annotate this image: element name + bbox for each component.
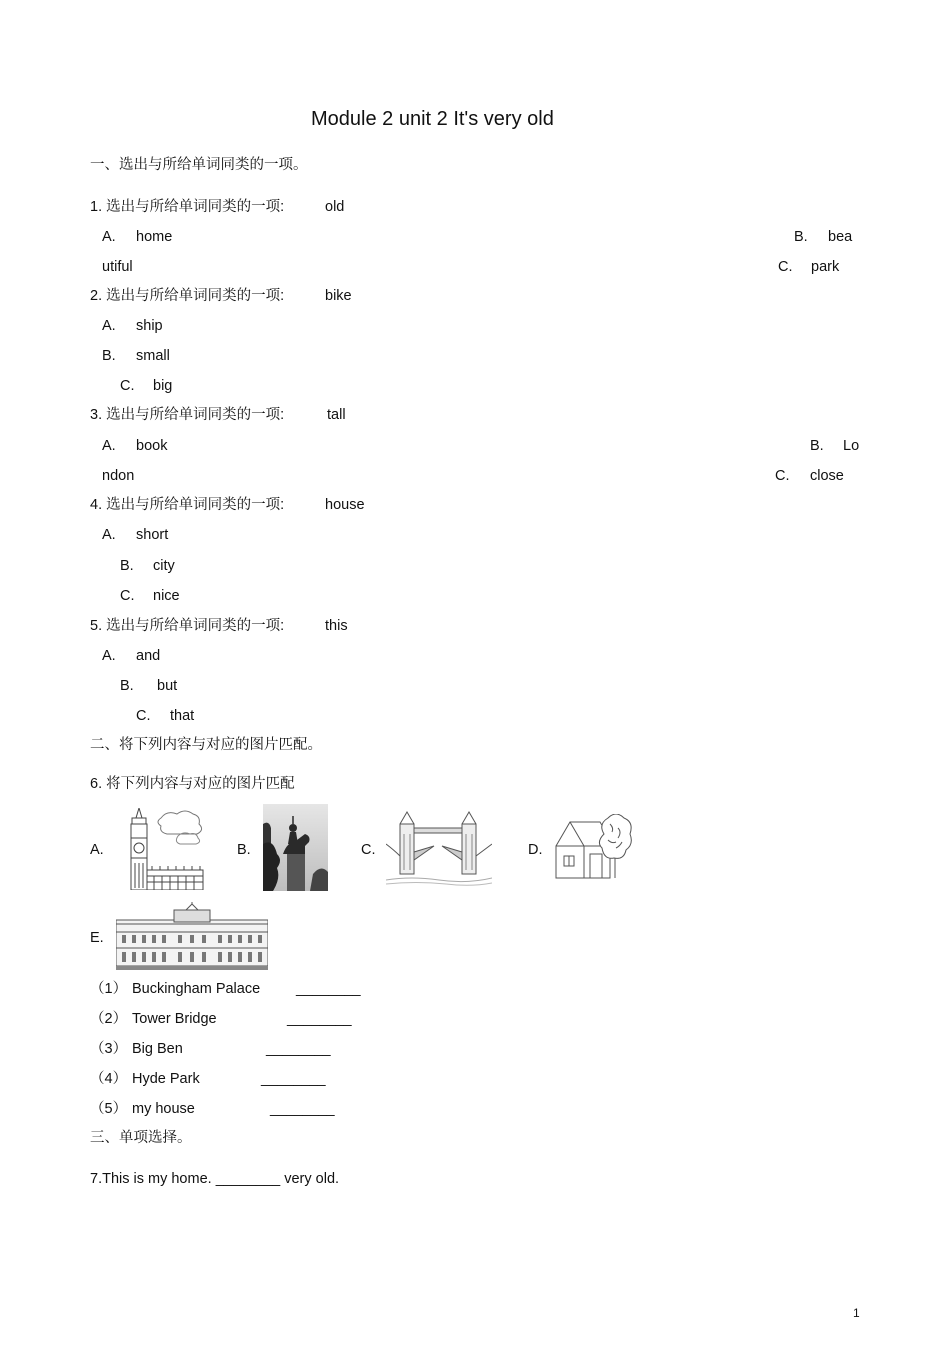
q1-option-b-letter: B. (794, 229, 808, 245)
q4-option-b-letter: B. (120, 558, 134, 574)
q1-option-a: home (136, 229, 173, 245)
q3-option-b: Lo (843, 438, 860, 454)
q3-option-a-letter: A. (102, 438, 116, 454)
q3-prompt: 3. 选出与所给单词同类的一项: (90, 407, 285, 423)
q5-option-b-letter: B. (120, 678, 134, 694)
q5-prompt: 5. 选出与所给单词同类的一项: (90, 618, 285, 634)
big-ben-image (116, 808, 206, 890)
section-heading-1: 一、选出与所给单词同类的一项。 (90, 157, 308, 173)
match-item-1-blank[interactable]: ________ (296, 981, 361, 997)
q7-prompt: 7.This is my home. ________ very old. (90, 1171, 340, 1187)
q6-prompt: 6. 将下列内容与对应的图片匹配 (90, 776, 295, 792)
q4-option-a: short (136, 527, 169, 543)
q2-option-b: small (136, 348, 170, 364)
match-item-5-blank[interactable]: ________ (270, 1101, 335, 1117)
q3-option-c-letter: C. (775, 468, 790, 484)
picture-b-letter: B. (237, 842, 251, 858)
q2-prompt: 2. 选出与所给单词同类的一项: (90, 288, 285, 304)
q4-option-c-letter: C. (120, 588, 135, 604)
q4-word: house (325, 497, 365, 513)
q1-option-b-continued: utiful (102, 259, 133, 275)
section-heading-3: 三、单项选择。 (90, 1130, 192, 1146)
match-item-4-num: （4） (90, 1071, 128, 1087)
q4-option-b: city (153, 558, 175, 574)
q3-option-c: close (810, 468, 844, 484)
match-item-4-blank[interactable]: ________ (261, 1071, 326, 1087)
match-item-4-text: Hyde Park (132, 1071, 200, 1087)
q4-prompt: 4. 选出与所给单词同类的一项: (90, 497, 285, 513)
q2-word: bike (325, 288, 352, 304)
q5-word: this (325, 618, 348, 634)
q3-option-b-continued: ndon (102, 468, 135, 484)
q2-option-a-letter: A. (102, 318, 116, 334)
q5-option-c-letter: C. (136, 708, 151, 724)
q5-option-a: and (136, 648, 161, 664)
q3-option-a: book (136, 438, 168, 454)
picture-d-letter: D. (528, 842, 543, 858)
match-item-2-num: （2） (90, 1011, 128, 1027)
q3-option-b-letter: B. (810, 438, 824, 454)
house-image (552, 814, 632, 882)
match-item-1-num: （1） (90, 981, 128, 997)
match-item-3-blank[interactable]: ________ (266, 1041, 331, 1057)
q1-option-a-letter: A. (102, 229, 116, 245)
picture-e-letter: E. (90, 930, 104, 946)
page-number: 1 (853, 1306, 860, 1320)
q2-option-a: ship (136, 318, 163, 334)
q1-option-b: bea (828, 229, 853, 245)
match-item-5-num: （5） (90, 1101, 128, 1117)
q5-option-b: but (157, 678, 178, 694)
q1-word: old (325, 199, 345, 215)
match-item-5-text: my house (132, 1101, 195, 1117)
match-item-2-text: Tower Bridge (132, 1011, 217, 1027)
q5-option-a-letter: A. (102, 648, 116, 664)
q1-option-c-letter: C. (778, 259, 793, 275)
match-item-3-num: （3） (90, 1041, 128, 1057)
q4-option-a-letter: A. (102, 527, 116, 543)
picture-c-letter: C. (361, 842, 376, 858)
buckingham-palace-image (116, 902, 268, 970)
q2-option-c: big (153, 378, 173, 394)
match-item-3-text: Big Ben (132, 1041, 183, 1057)
q3-word: tall (327, 407, 346, 423)
q2-option-c-letter: C. (120, 378, 135, 394)
section-heading-2: 二、将下列内容与对应的图片匹配。 (90, 737, 322, 753)
match-item-2-blank[interactable]: ________ (287, 1011, 352, 1027)
q2-option-b-letter: B. (102, 348, 116, 364)
picture-a-letter: A. (90, 842, 104, 858)
q1-prompt: 1. 选出与所给单词同类的一项: (90, 199, 285, 215)
match-item-1-text: Buckingham Palace (132, 981, 261, 997)
q4-option-c: nice (153, 588, 180, 604)
q1-option-c: park (811, 259, 840, 275)
tower-bridge-image (386, 810, 492, 886)
page-title: Module 2 unit 2 It's very old (311, 108, 554, 130)
statue-image (263, 804, 328, 891)
q5-option-c: that (170, 708, 195, 724)
